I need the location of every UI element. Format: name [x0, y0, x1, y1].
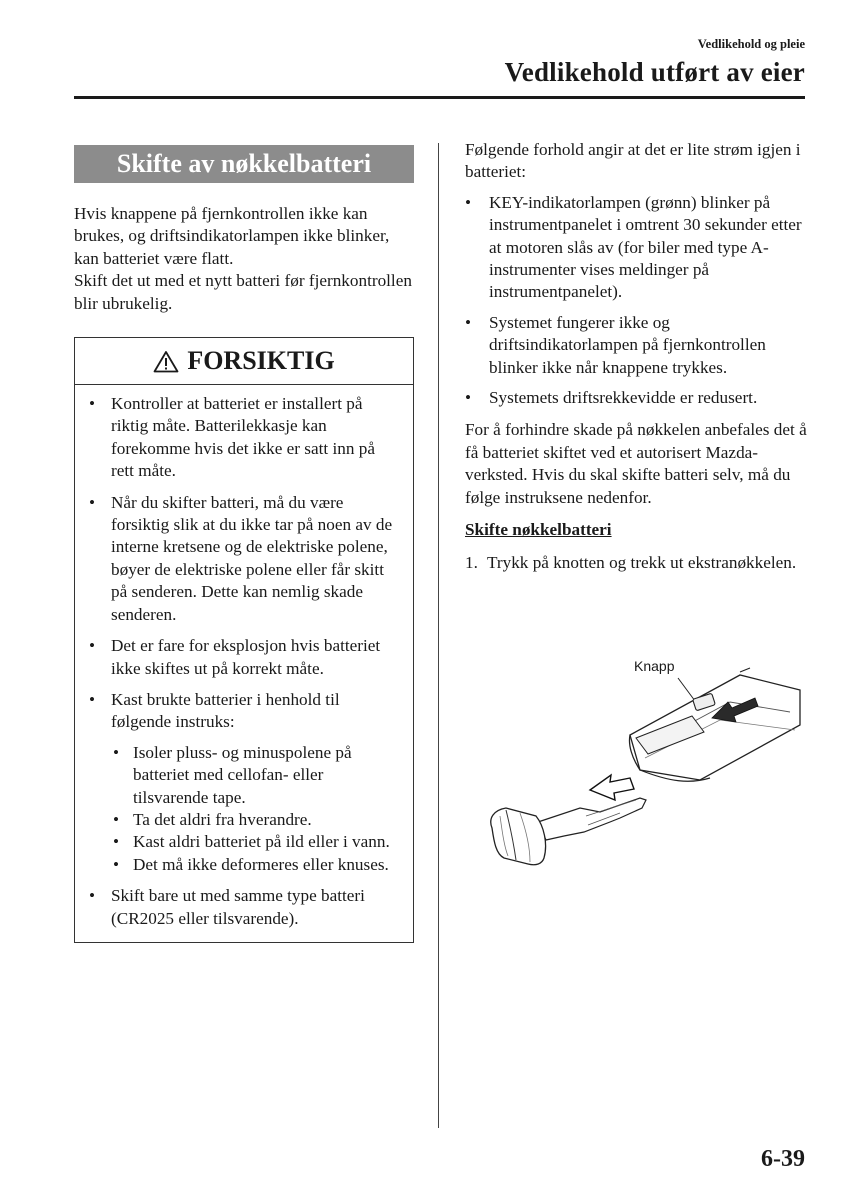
key-figure — [460, 650, 810, 880]
warning-triangle-icon — [153, 350, 179, 373]
symptom-item: • KEY-indikatorlampen (grønn) blinker på instrumentpanelet i omtrent 30 sekunder etter at motoren slås av (for biler med type A-instrumenter vises meldinger på instrumentpanelet). — [465, 192, 810, 304]
section-title: Skifte av nøkkelbatteri — [74, 145, 414, 183]
symptom-item: • Systemets driftsrekkevidde er redusert. — [465, 387, 810, 409]
procedure-title: Skifte nøkkelbatteri — [465, 520, 612, 540]
advice-paragraph: For å forhindre skade på nøkkelen anbefales det å få batteriet skiftet ved et autorisert Mazda-verksted. Hvis du skal skifte batteri selv, må du følge instruksene nedenfor. — [465, 420, 807, 507]
caution-body — [75, 385, 413, 942]
intro-paragraph-1: Hvis knappene på fjernkontrollen ikke kan brukes, og driftsindikatorlampen ikke blinker, kan batteriet være flatt. — [74, 204, 390, 268]
header-rule — [74, 96, 805, 99]
caution-title: FORSIKTIG — [187, 346, 335, 376]
caution-subitem: • Det må ikke deformeres eller knuses. — [111, 854, 399, 876]
step-text: Trykk på knotten og trekk ut ekstranøkkelen. — [487, 552, 797, 572]
lead-paragraph: Følgende forhold angir at det er lite strøm igjen i batteriet: — [465, 140, 801, 182]
caution-header — [75, 338, 413, 385]
caution-item: • Kontroller at batteriet er installert på riktig måte. Batterilekkasje kan forekomme hvis det ikke er satt inn på rett måte. — [87, 393, 399, 483]
caution-sublist — [111, 742, 399, 876]
symptom-item: • Systemet fungerer ikke og driftsindikatorlampen på fjernkontrollen blinker ikke når knappene trykkes. — [465, 312, 810, 379]
caution-subitem: • Ta det aldri fra hverandre. — [111, 809, 399, 831]
caution-item-with-sublist — [87, 689, 399, 876]
button-callout-label: Knapp — [634, 658, 675, 674]
chapter-title: Vedlikehold utført av eier — [504, 57, 805, 87]
right-column — [465, 139, 810, 574]
intro-paragraph-2: Skift det ut med et nytt batteri før fjernkontrollen blir ubrukelig. — [74, 271, 412, 313]
caution-item-text: Kast brukte batterier i henhold til følgende instruks: — [111, 689, 340, 732]
caution-item: • Skift bare ut med samme type batteri (CR2025 eller tilsvarende). — [87, 885, 399, 930]
page-number: 6-39 — [761, 1146, 805, 1172]
caution-item: • Det er fare for eksplosjon hvis batteriet ikke skiftes ut på korrekt måte. — [87, 635, 399, 680]
left-column — [74, 145, 414, 943]
remote-key-illustration — [460, 650, 810, 880]
step-number: 1. — [465, 552, 478, 572]
caution-subitem: • Isoler pluss- og minuspolene på batteriet med cellofan- eller tilsvarende tape. — [111, 742, 399, 809]
procedure-step — [465, 552, 810, 574]
caution-subitem: • Kast aldri batteriet på ild eller i vann. — [111, 831, 399, 853]
caution-item: • Når du skifter batteri, må du være forsiktig slik at du ikke tar på noen av de interne kretsene og de elektriske polene, bøyer de elektriske polene eller får skitt på senderen. Dette kan nemlig skade senderen. — [87, 492, 399, 626]
chapter-small-header: Vedlikehold og pleie — [697, 37, 805, 51]
column-divider — [438, 143, 439, 1128]
caution-box — [74, 337, 414, 943]
